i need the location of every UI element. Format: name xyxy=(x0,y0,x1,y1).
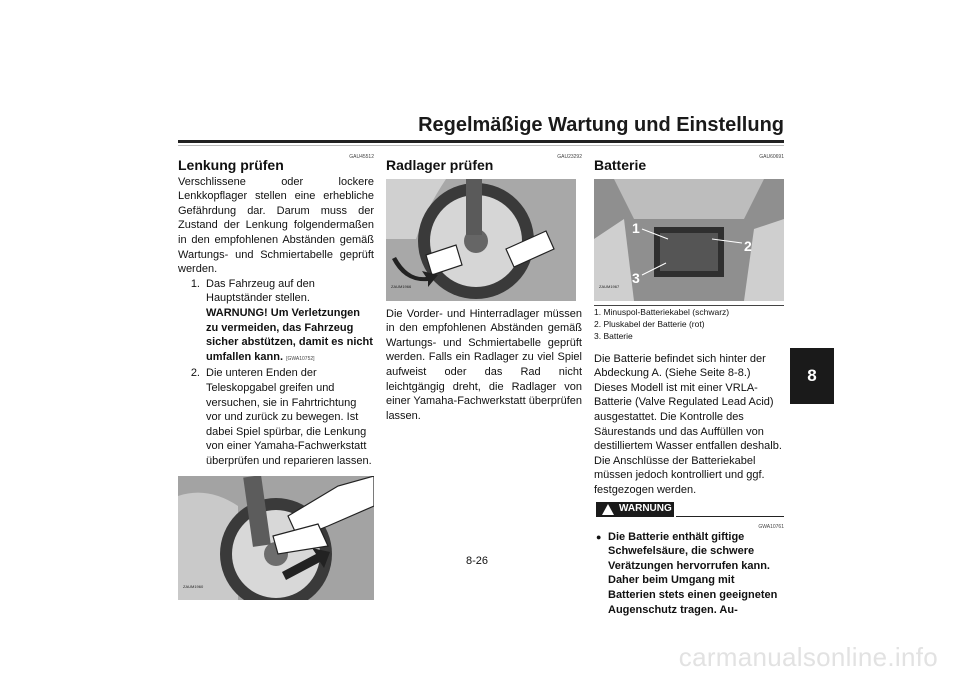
step-text: Die unteren Enden der Teleskopgabel greifen und versuchen, sie in Fahrtrichtung vor und zurück zu bewegen. Ist dabei Spiel spürbar, die Lenkung von einer Yamaha-Fachwerkstatt überprüfen und reparieren lassen. xyxy=(206,367,372,467)
image-code: ZAUM1967 xyxy=(599,284,620,289)
inline-warning: WARNUNG! Um Verletzungen zu vermeiden, das Fahrzeug sicher abstützen, damit es nicht umfallen kann. xyxy=(206,306,373,363)
step-item xyxy=(178,366,374,468)
section-radlager xyxy=(386,150,582,423)
section-batterie xyxy=(594,150,784,617)
header-rule xyxy=(178,140,784,143)
callout-2: 2 xyxy=(744,237,752,254)
step-text: Das Fahrzeug auf den Hauptständer stellen. WARNUNG! Um Verletzungen zu vermeiden, das Fahrzeug sicher abstützen, damit es nicht umfallen kann. [GWA10752] xyxy=(206,277,373,363)
image-code: ZAUM1966 xyxy=(391,284,412,289)
callout-3: 3 xyxy=(632,269,640,286)
caption-item: 2. Pluskabel der Batterie (rot) xyxy=(594,318,705,329)
section-title: Lenkung prüfen xyxy=(178,157,284,173)
step-item xyxy=(178,277,374,367)
steering-check-illustration xyxy=(178,476,374,600)
step-number: 1. xyxy=(190,277,200,290)
wheel-bearing-illustration xyxy=(386,179,576,301)
section-body: Die Batterie befindet sich hinter der Abdeckung A. (Siehe Seite 8-8.) Dieses Modell ist mit einer VRLA-Batterie (Valve Regulated Lead Acid) ausgestattet. Die Kontrolle des Säurestands und das Auffüllen von destilliertem Wasser entfallen deshalb. Die Anschlüsse der Batteriekabel müssen jedoch kontrolliert und ggf. festgezogen werden. xyxy=(594,352,782,496)
wheel-fork-drawing xyxy=(178,476,374,600)
section-body: Die Vorder- und Hinterradlager müssen in den empfohlenen Abständen gemäß Wartungs- und Schmiertabelle geprüft werden. Falls ein Radlager zu viel Spiel aufweist oder das Rad nicht leichtgängig dreht, die Radlager von einer Yamaha-Fachwerkstatt überprüfen lassen. xyxy=(386,307,582,422)
caption-item: 1. Minuspol-Batteriekabel (schwarz) xyxy=(594,306,730,317)
section-lenkung xyxy=(178,150,374,600)
section-code: GAU45512 xyxy=(349,154,374,160)
page-number: 8-26 xyxy=(466,555,489,567)
callout-1: 1 xyxy=(632,219,640,236)
section-title: Radlager prüfen xyxy=(386,157,494,173)
section-intro: Verschlissene oder lockere Lenkkopflager stellen eine erhebliche Gefährdung dar. Darum muss der Zustand der Lenkung folgendermaßen in den empfohlenen Abständen gemäß Wartungs- und Schmiertabelle geprüft werden. xyxy=(178,175,374,276)
section-code: GAU60691 xyxy=(759,154,784,160)
warning-code: [GWA10752] xyxy=(286,355,315,362)
page-header-title: Regelmäßige Wartung und Einstellung xyxy=(418,114,784,136)
warning-header xyxy=(594,502,784,520)
step-number: 2. xyxy=(190,367,200,380)
warning-badge: WARNUNG xyxy=(596,502,674,517)
battery-illustration xyxy=(594,179,784,301)
bullet-icon: ● xyxy=(596,531,602,542)
warning-bullet: ● Die Batterie enthält giftige Schwefelsäure, die schwere Verätzungen hervorrufen kann. Daher beim Umgang mit Batterien stets einen geeigneten Augenschutz tragen. Au- xyxy=(596,530,778,616)
battery-drawing xyxy=(594,179,784,301)
header-rule-thin xyxy=(178,145,784,146)
warning-icon xyxy=(602,504,614,515)
section-code: GAU23292 xyxy=(557,154,582,160)
warning-code: GWA10761 xyxy=(758,523,784,530)
caption-item: 3. Batterie xyxy=(594,330,633,341)
section-title: Batterie xyxy=(594,157,647,173)
warning-rule xyxy=(676,516,784,517)
wheel-drawing xyxy=(386,179,576,301)
chapter-tab: 8 xyxy=(790,348,834,404)
image-code: ZAUM1960 xyxy=(183,583,204,589)
watermark: carmanualsonline.info xyxy=(678,642,938,672)
